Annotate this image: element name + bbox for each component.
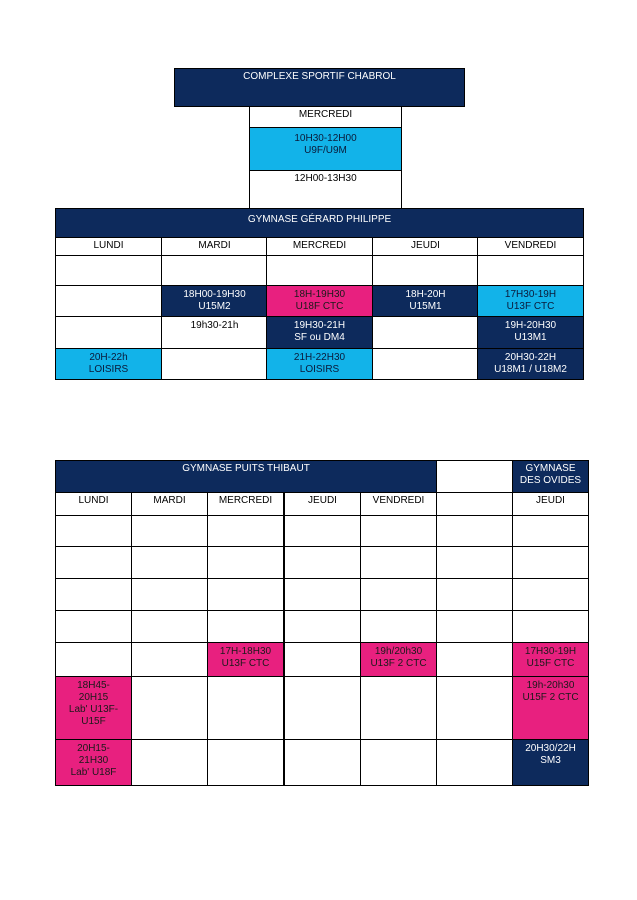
thibaut-slot (55, 642, 132, 677)
thibaut-slot (360, 610, 437, 643)
thibaut-slot: 19h/20h30 U13F 2 CTC (360, 642, 437, 677)
thibaut-spacer-header (436, 460, 513, 493)
thibaut-day-vendredi: VENDREDI (360, 492, 437, 516)
thibaut-slot (55, 546, 132, 579)
ovides-slot: 20H30/22H SM3 (512, 739, 589, 786)
thibaut-slot (207, 578, 284, 611)
thibaut-day-lundi: LUNDI (55, 492, 132, 516)
philippe-day-vendredi: VENDREDI (477, 237, 584, 256)
thibaut-slot (207, 676, 284, 740)
thibaut-slot (284, 546, 361, 579)
thibaut-day-jeudi: JEUDI (284, 492, 361, 516)
thibaut-slot (55, 610, 132, 643)
chabrol-slot-empty: 12H00-13H30 (249, 170, 402, 209)
chabrol-day-header: MERCREDI (249, 106, 402, 128)
philippe-slot (372, 316, 479, 349)
ovides-slot (512, 515, 589, 547)
thibaut-slot (131, 642, 208, 677)
philippe-slot (55, 316, 162, 349)
thibaut-day-mercredi: MERCREDI (207, 492, 284, 516)
thibaut-slot (360, 515, 437, 547)
philippe-slot (477, 255, 584, 286)
philippe-slot: 19H-20H30 U13M1 (477, 316, 584, 349)
thibaut-slot (436, 515, 513, 547)
thibaut-slot (131, 610, 208, 643)
thibaut-day-jeudi: JEUDI (512, 492, 589, 516)
thibaut-slot (284, 676, 361, 740)
philippe-slot (372, 348, 479, 380)
thibaut-day-blank (436, 492, 513, 516)
thibaut-slot (436, 610, 513, 643)
thibaut-slot (436, 546, 513, 579)
philippe-slot: 19h30-21h (161, 316, 268, 349)
thibaut-slot (436, 578, 513, 611)
thibaut-slot (131, 515, 208, 547)
thibaut-slot (207, 739, 284, 786)
philippe-slot: 17H30-19H U13F CTC (477, 285, 584, 317)
thibaut-slot (360, 676, 437, 740)
philippe-slot (266, 255, 373, 286)
thibaut-slot (55, 578, 132, 611)
thibaut-slot (131, 676, 208, 740)
ovides-slot (512, 578, 589, 611)
philippe-day-jeudi: JEUDI (372, 237, 479, 256)
thibaut-slot (55, 515, 132, 547)
philippe-slot: 19H30-21H SF ou DM4 (266, 316, 373, 349)
thibaut-slot (284, 610, 361, 643)
thibaut-slot (284, 515, 361, 547)
thibaut-slot: 18H45- 20H15 Lab' U13F- U15F (55, 676, 132, 740)
thibaut-slot (207, 546, 284, 579)
thibaut-slot (207, 610, 284, 643)
thibaut-slot (284, 578, 361, 611)
philippe-day-lundi: LUNDI (55, 237, 162, 256)
thibaut-slot (360, 546, 437, 579)
thibaut-slot (131, 739, 208, 786)
philippe-slot: 21H-22H30 LOISIRS (266, 348, 373, 380)
philippe-slot: 18H-19H30 U18F CTC (266, 285, 373, 317)
philippe-title: GYMNASE GÉRARD PHILIPPE (55, 208, 584, 238)
thibaut-slot: 20H15- 21H30 Lab' U18F (55, 739, 132, 786)
thibaut-slot (284, 642, 361, 677)
thibaut-slot (436, 642, 513, 677)
philippe-slot (161, 348, 268, 380)
philippe-slot (55, 285, 162, 317)
ovides-title: GYMNASE DES OVIDES (512, 460, 589, 493)
thibaut-slot (360, 578, 437, 611)
philippe-slot (372, 255, 479, 286)
philippe-slot (55, 255, 162, 286)
thibaut-slot (131, 578, 208, 611)
thibaut-slot (284, 739, 361, 786)
thibaut-slot: 17H-18H30 U13F CTC (207, 642, 284, 677)
ovides-slot (512, 546, 589, 579)
philippe-slot: 20H-22h LOISIRS (55, 348, 162, 380)
philippe-slot: 18H-20H U15M1 (372, 285, 479, 317)
thibaut-day-mardi: MARDI (131, 492, 208, 516)
philippe-slot (161, 255, 268, 286)
chabrol-title: COMPLEXE SPORTIF CHABROL (174, 68, 465, 107)
thibaut-slot (436, 676, 513, 740)
ovides-slot: 17H30-19H U15F CTC (512, 642, 589, 677)
ovides-slot: 19h-20h30 U15F 2 CTC (512, 676, 589, 740)
thibaut-slot (436, 739, 513, 786)
philippe-day-mercredi: MERCREDI (266, 237, 373, 256)
thibaut-slot (207, 515, 284, 547)
thibaut-slot (360, 739, 437, 786)
thibaut-slot (131, 546, 208, 579)
thibaut-title: GYMNASE PUITS THIBAUT (55, 460, 437, 493)
philippe-slot: 20H30-22H U18M1 / U18M2 (477, 348, 584, 380)
ovides-slot (512, 610, 589, 643)
chabrol-slot-u9: 10H30-12H00 U9F/U9M (249, 127, 402, 171)
philippe-day-mardi: MARDI (161, 237, 268, 256)
philippe-slot: 18H00-19H30 U15M2 (161, 285, 268, 317)
